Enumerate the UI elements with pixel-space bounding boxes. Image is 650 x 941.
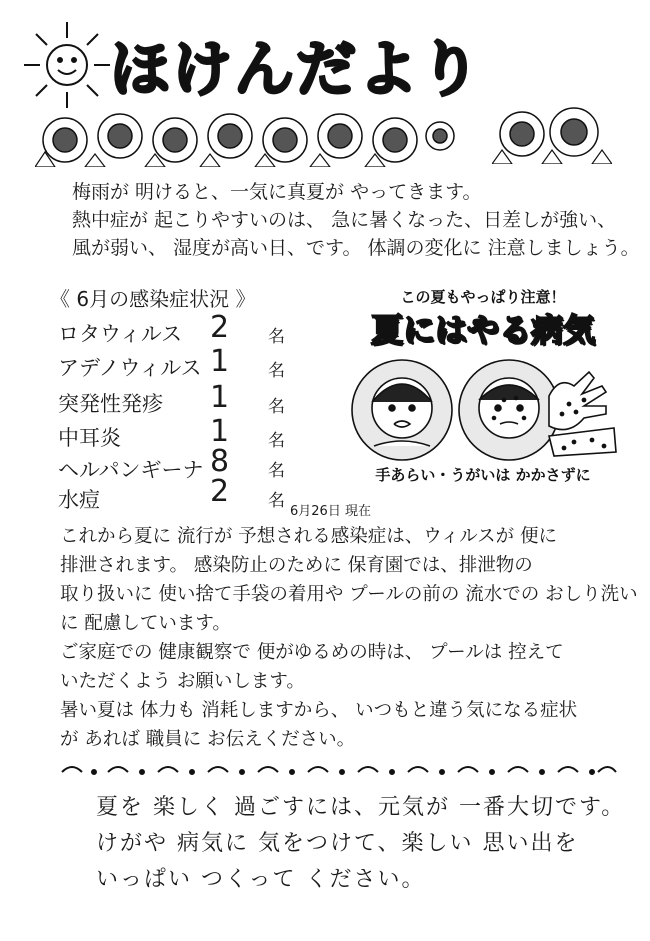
closing-line: けがや 病気に 気をつけて、楽しい 思い出を xyxy=(96,831,579,856)
table-row xyxy=(58,484,100,514)
header-banner xyxy=(0,0,650,170)
table-row xyxy=(58,454,204,484)
body-line: に 配慮しています。 xyxy=(60,613,231,634)
disease-name: ロタウィルス xyxy=(58,322,183,346)
disease-name: アデノウィルス xyxy=(58,356,202,380)
sun-icon xyxy=(22,20,112,110)
case-unit: 名 xyxy=(268,431,285,451)
case-count: 2 xyxy=(210,474,230,509)
case-unit: 名 xyxy=(268,361,285,381)
sunflower-row-right-icon xyxy=(492,106,612,164)
poster-caption: 手あらい・うがいは かかさずに xyxy=(375,466,591,484)
wavy-divider xyxy=(58,758,618,782)
summer-illness-poster xyxy=(338,282,628,492)
poster-subtitle: この夏もやっぱり注意！ xyxy=(400,288,566,306)
table-row xyxy=(58,388,163,418)
closing-line: いっぱい つくって ください。 xyxy=(96,867,426,892)
sick-children-illustration-icon xyxy=(344,356,624,462)
disease-name: 突発性発疹 xyxy=(58,392,163,416)
body-text xyxy=(60,522,638,754)
body-line: 排泄されます。 感染防止のために 保育園では、排泄物の xyxy=(60,555,533,576)
body-line: 取り扱いに 使い捨て手袋の着用や プールの前の 流水での おしり洗い xyxy=(60,584,638,605)
poster-title: 夏にはやる病気 xyxy=(370,311,595,349)
table-row xyxy=(58,422,121,452)
intro-text xyxy=(72,178,640,262)
case-unit: 名 xyxy=(268,491,285,511)
closing-message xyxy=(96,790,625,898)
case-count: 1 xyxy=(210,414,230,449)
body-line: 暑い夏は 体力も 消耗しますから、 いつもと違う気になる症状 xyxy=(60,700,578,721)
sunflower-row-left-icon xyxy=(35,112,455,167)
case-count: 8 xyxy=(210,444,230,479)
as-of-date: 6月26日 現在 xyxy=(290,504,371,519)
infections-heading: 《 6月の感染症状況 》 xyxy=(50,287,256,311)
body-line: が あれば 職員に お伝えください。 xyxy=(60,729,356,750)
case-count: 1 xyxy=(210,380,230,415)
table-row xyxy=(58,318,182,348)
disease-name: 水痘 xyxy=(58,488,100,512)
case-unit: 名 xyxy=(268,461,285,481)
case-unit: 名 xyxy=(268,327,285,347)
body-line: これから夏に 流行が 予想される感染症は、ウィルスが 便に xyxy=(60,526,557,547)
page-title: ほけんだより xyxy=(110,35,482,105)
intro-line: 梅雨が 明けると、一気に真夏が やってきます。 xyxy=(72,181,482,203)
body-line: ご家庭での 健康観察で 便がゆるめの時は、 プールは 控えて xyxy=(60,642,564,663)
case-count: 1 xyxy=(210,344,230,379)
intro-line: 風が弱い、 湿度が高い日、です。 体調の変化に 注意しましょう。 xyxy=(72,237,640,259)
closing-line: 夏を 楽しく 過ごすには、元気が 一番大切です。 xyxy=(96,795,626,820)
table-row xyxy=(58,352,202,382)
body-line: いただくよう お願いします。 xyxy=(60,671,305,692)
disease-name: 中耳炎 xyxy=(58,426,121,450)
disease-name: ヘルパンギーナ xyxy=(58,458,204,482)
case-count: 2 xyxy=(210,310,230,345)
intro-line: 熱中症が 起こりやすいのは、 急に暑くなった、日差しが強い、 xyxy=(72,209,617,231)
case-unit: 名 xyxy=(268,397,285,417)
